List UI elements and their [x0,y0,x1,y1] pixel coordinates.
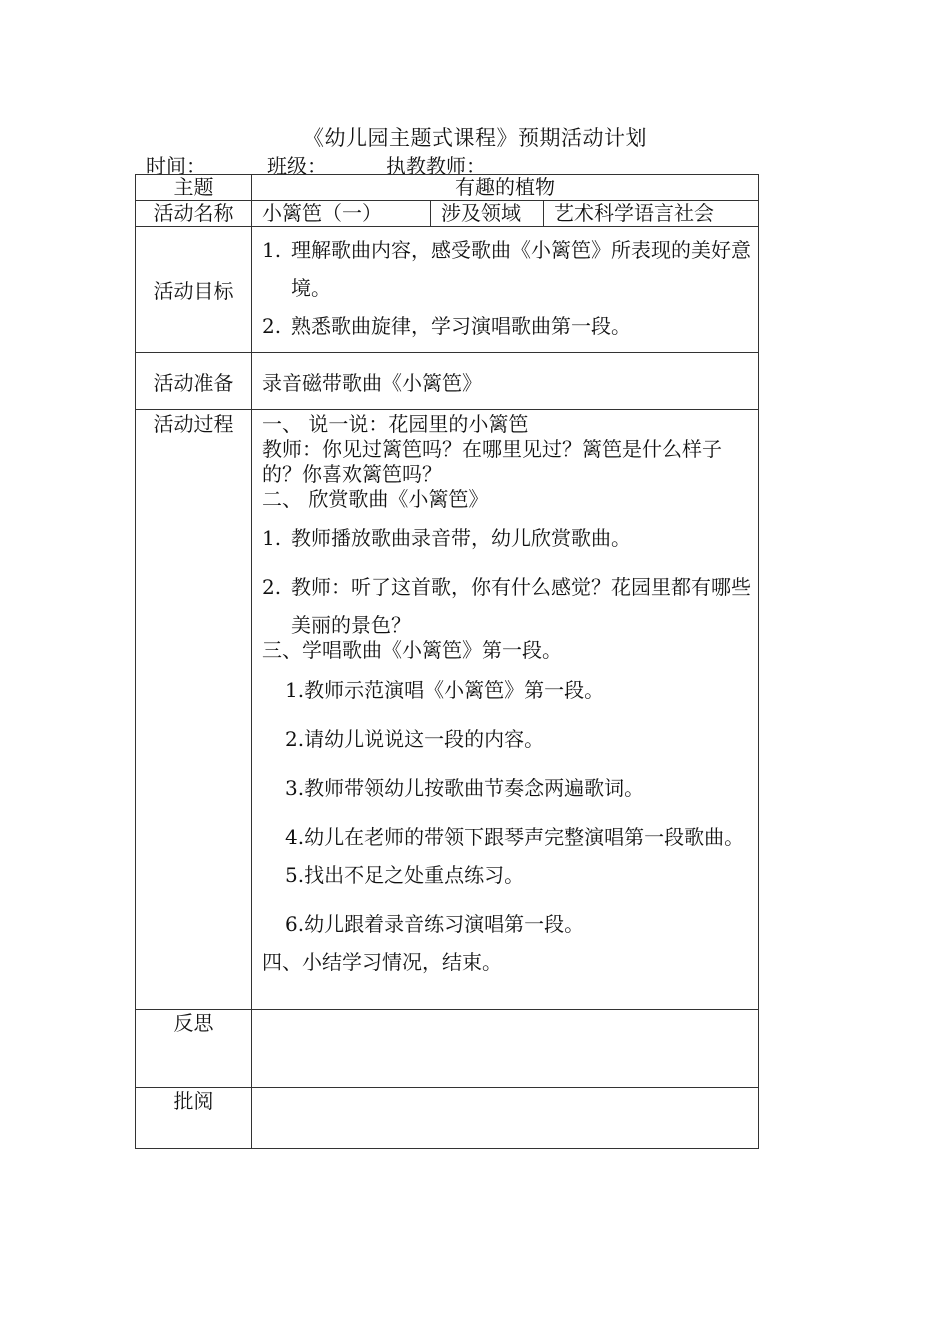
review-row [136,1088,759,1149]
step-item: 4.幼儿在老师的带领下跟琴声完整演唱第一段歌曲。 [285,825,745,849]
reflection-content [252,1010,759,1088]
theme-label: 主题 [136,175,252,201]
section-heading: 一、 说一说：花园里的小篱笆 [262,412,529,436]
item-number: 2. [262,575,282,599]
process-label: 活动过程 [136,410,252,1010]
class-label: 班级： [267,154,327,178]
goal-label: 活动目标 [136,227,252,353]
theme-row [136,175,759,201]
goal-number: 2. [262,314,282,338]
theme-value: 有趣的植物 [252,175,759,201]
preparation-value: 录音磁带歌曲《小篱笆》 [252,353,759,410]
step-item: 1.教师示范演唱《小篱笆》第一段。 [285,678,605,702]
step-item: 2.请幼儿说说这一段的内容。 [285,727,545,751]
step-item: 3.教师带领幼儿按歌曲节奏念两遍歌词。 [285,776,645,800]
process-item [262,568,752,644]
activity-name-label: 活动名称 [136,201,252,227]
goal-row [136,227,759,353]
goal-item [262,231,752,307]
goal-item [262,307,752,345]
teacher-label: 执教教师： [386,154,486,178]
process-row [136,410,759,1010]
goal-content [252,227,759,353]
preparation-label: 活动准备 [136,353,252,410]
item-text: 教师：听了这首歌，你有什么感觉？花园里都有哪些美丽的景色？ [291,575,751,637]
domain-label: 涉及领域 [431,201,544,227]
section-heading: 三、学唱歌曲《小篱笆》第一段。 [262,638,562,662]
section-heading: 四、小结学习情况，结束。 [262,950,502,974]
activity-name-row [136,201,759,227]
domain-value: 艺术科学语言社会 [544,201,759,227]
section-text: 教师：你见过篱笆吗？在哪里见过？篱笆是什么样子的？你喜欢篱笆吗？ [262,437,722,486]
item-text: 教师播放歌曲录音带，幼儿欣赏歌曲。 [291,526,631,550]
step-item: 6.幼儿跟着录音练习演唱第一段。 [285,912,585,936]
goal-number: 1. [262,238,282,262]
activity-plan-table [135,174,759,1149]
step-item: 5.找出不足之处重点练习。 [285,863,525,887]
item-number: 1. [262,526,282,550]
document-title: 《幼儿园主题式课程》预期活动计划 [303,126,647,150]
goal-text: 熟悉歌曲旋律，学习演唱歌曲第一段。 [291,314,631,338]
process-content [252,410,759,1010]
reflection-label: 反思 [136,1010,252,1088]
goal-text: 理解歌曲内容，感受歌曲《小篱笆》所表现的美好意境。 [291,238,751,300]
activity-name-value: 小篱笆（一） [252,201,431,227]
process-item [262,519,752,557]
preparation-row [136,353,759,410]
review-content [252,1088,759,1149]
reflection-row [136,1010,759,1088]
review-label: 批阅 [136,1088,252,1149]
section-heading: 二、 欣赏歌曲《小篱笆》 [262,487,489,511]
time-label: 时间： [146,154,206,178]
